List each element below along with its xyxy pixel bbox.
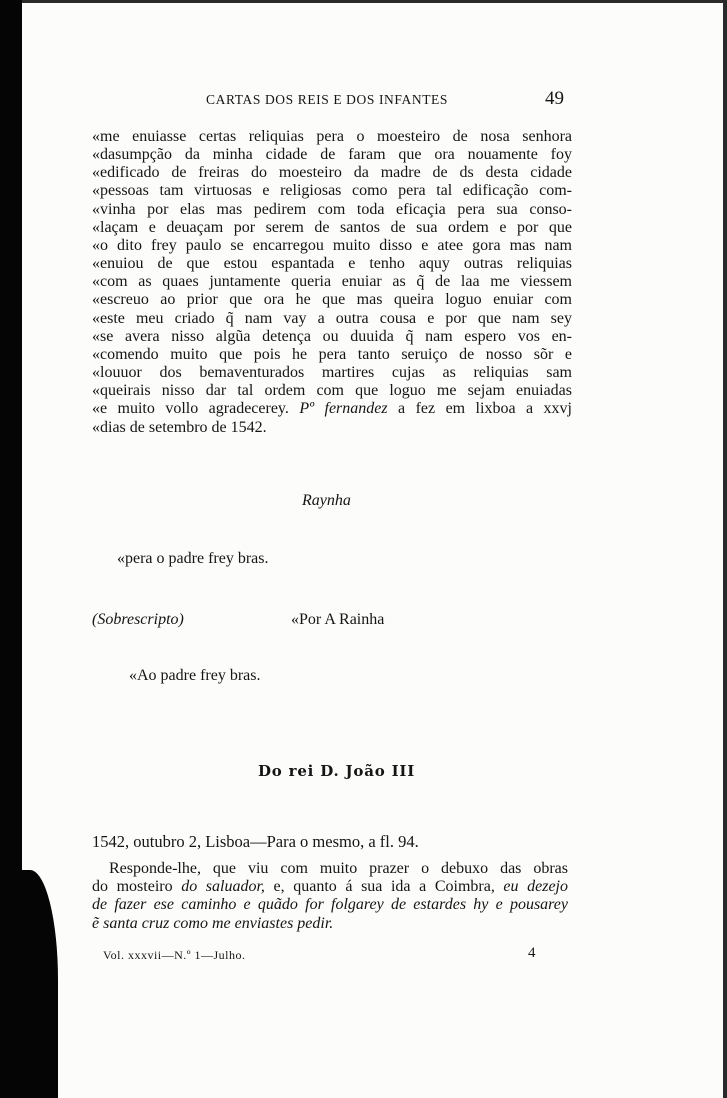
letter-line: «dasumpção da minha cidade de faram que ora nouamente foy: [92, 146, 572, 164]
letter-line: «queirais nisso dar tal ordem com que loguo me sejam enuiadas: [92, 382, 572, 400]
letter-line-text: «e muito vollo agradecerey.: [92, 400, 300, 418]
letter-line: «o dito frey paulo se encarregou muito disso e atee gora mas nam: [92, 236, 572, 254]
letter-line: «escreuo ao prior que ora he que mas queira loguo enuiar com: [92, 291, 572, 309]
envelope-address: «Ao padre frey bras.: [129, 667, 261, 684]
summary-italic: eu dezejo: [503, 878, 568, 896]
entry-heading: 1542, outubro 2, Lisboa—Para o mesmo, a fl. 94.: [92, 832, 419, 851]
letter-line: «louuor dos bemaventurados martires cujas as reliquias sam: [92, 364, 572, 382]
summary-italic: de fazer ese caminho e quãdo for folgarey de estardes hy e pousarey: [92, 896, 568, 914]
entry-summary: [92, 860, 568, 933]
summary-line: [92, 896, 568, 914]
page-number: 49: [545, 88, 564, 109]
letter-line: «este meu criado q̃ nam vay a outra cousa e por que nam sey: [92, 309, 572, 327]
letter-line: «enuiou de que estou espantada e tenho aquy outras reliquias: [92, 255, 572, 273]
letter-line: «laçam e deuaçam por serem de santos de sua ordem e por que: [92, 218, 572, 236]
sobrescripto-text: «Por A Rainha: [291, 611, 385, 628]
sobrescripto-label: (Sobrescripto): [92, 611, 184, 628]
footer-sheet-number: 4: [528, 945, 536, 961]
summary-text: do mosteiro: [92, 878, 182, 896]
summary-italic: ẽ santa cruz como me enviastes pedir.: [92, 914, 334, 932]
letter-line: «vinha por elas mas pedirem com toda eficaçia pera sua conso-: [92, 200, 572, 218]
letter-line: «se avera nisso algũa detença ou duuida q̃ nam espero vos en-: [92, 327, 572, 345]
letter-line-signed: [92, 400, 572, 418]
summary-italic: do saluador,: [181, 878, 265, 896]
section-heading: Do rei D. João III: [258, 762, 416, 780]
summary-line: [92, 878, 568, 896]
scan-edge-top: [0, 0, 727, 3]
letter-line: «comendo muito que pois he pera tanto seruiço de nosso sõr e: [92, 345, 572, 363]
letter-line: «pessoas tam virtuosas e religiosas como pera tal edificação com-: [92, 182, 572, 200]
scan-edge-right: [723, 0, 727, 1098]
summary-line: [92, 915, 568, 933]
summary-line: Responde-lhe, que viu com muito prazer o debuxo das obras: [109, 860, 568, 877]
letter-address: «pera o padre frey bras.: [117, 550, 269, 567]
scribe-name: Pº fernandez: [299, 400, 388, 418]
letter-line: «me enuiasse certas reliquias pera o moesteiro de nosa senhora: [92, 128, 572, 145]
summary-text: e, quanto á sua ida a Coimbra,: [264, 878, 504, 896]
letter-line-text: a fez em lixboa a xxvj: [387, 400, 572, 418]
letter-body: [92, 128, 572, 437]
scan-edge-blot: [0, 870, 58, 1098]
letter-line: «com as quaes juntamente queria enuiar as q̃ de laa me viessem: [92, 273, 572, 291]
footer-signature: Vol. xxxvii—N.º 1—Julho.: [103, 948, 246, 962]
letter-date-line: «dias de setembro de 1542.: [92, 418, 267, 436]
signature-raynha: Raynha: [302, 492, 351, 509]
letter-line: «edificado de freiras do moesteiro da madre de ds desta cidade: [92, 164, 572, 182]
running-title: CARTAS DOS REIS E DOS INFANTES: [206, 92, 449, 107]
